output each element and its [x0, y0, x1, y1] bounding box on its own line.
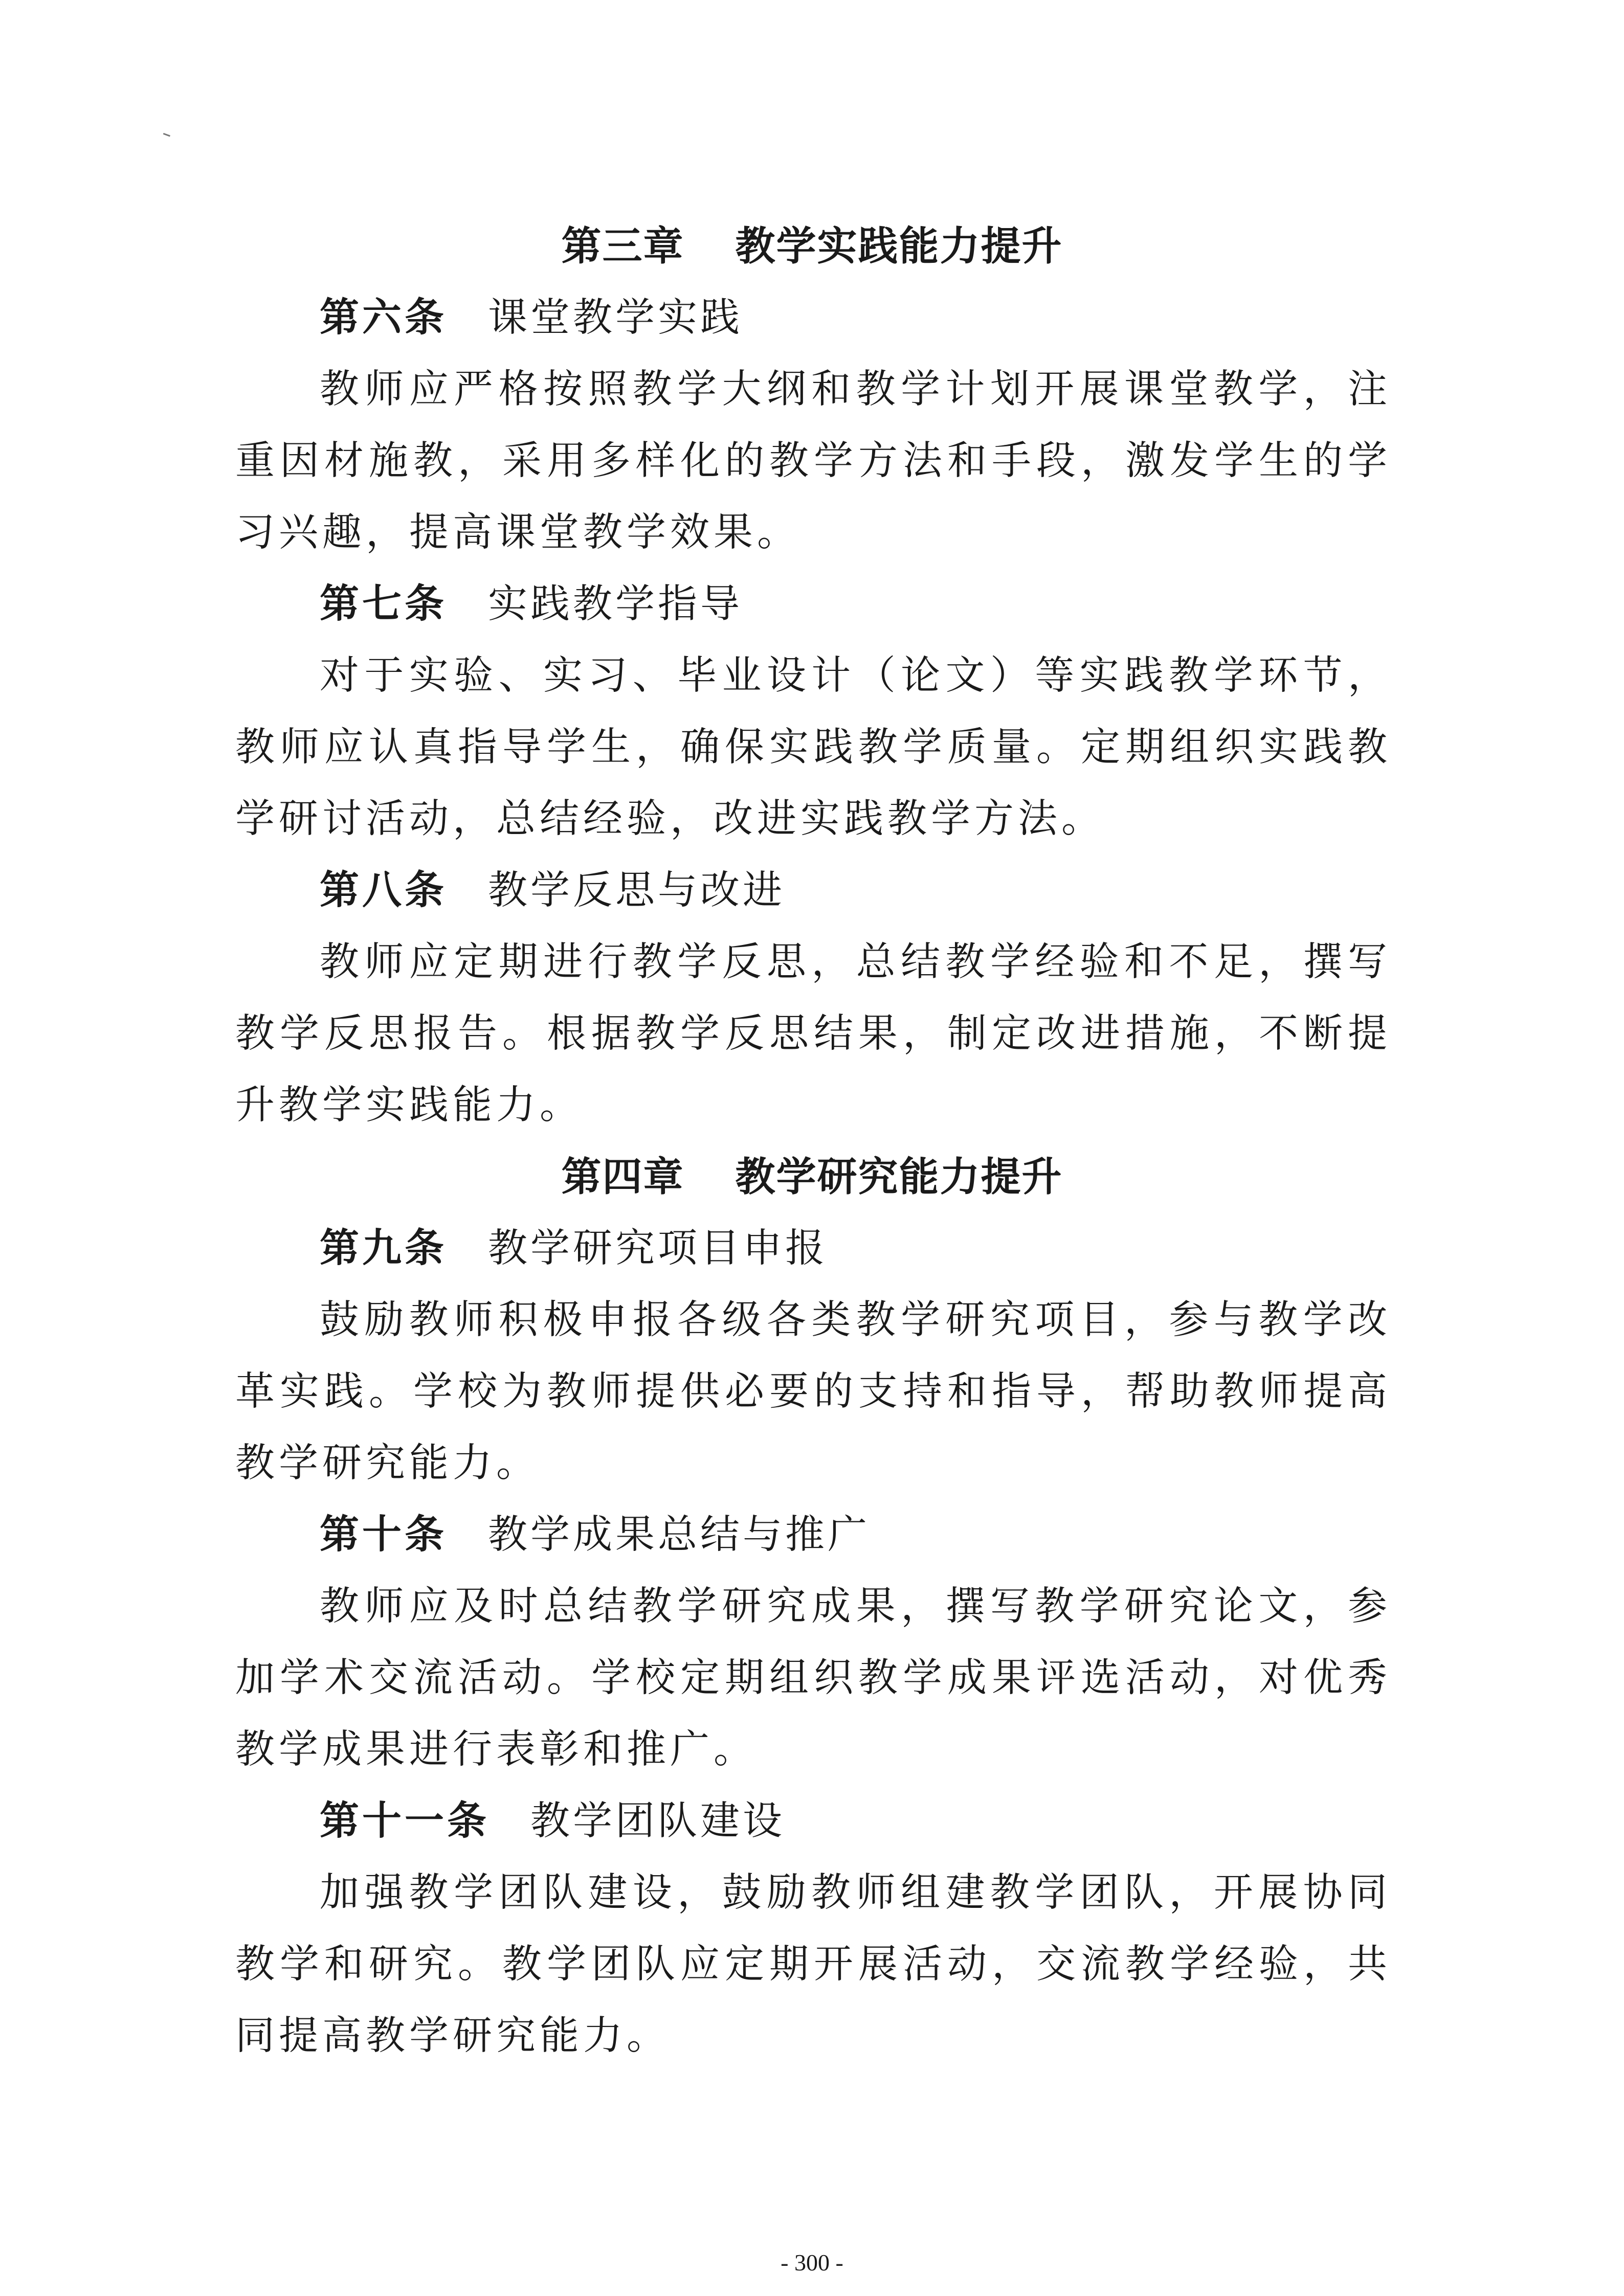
article-body: 教师应定期进行教学反思，总结教学经验和不足，撰写教学反思报告。根据教学反思结果，制定改进措施，不断提升教学实践能力。 — [235, 939, 1391, 1128]
article-heading — [320, 569, 743, 640]
chapter-name: 教学实践能力提升 — [735, 223, 1063, 269]
article-body: 对于实验、实习、毕业设计（论文）等实践教学环节，教师应认真指导学生，确保实践教学质量。定期组织实践教学研讨活动，总结经验，改进实践教学方法。 — [235, 653, 1391, 842]
article-body: 鼓励教师积极申报各级各类教学研究项目，参与教学改革实践。学校为教师提供必要的支持和指导，帮助教师提高教学研究能力。 — [235, 1297, 1391, 1486]
chapter-number: 第三章 — [561, 223, 684, 269]
article-heading — [320, 282, 743, 354]
article-body: 加强教学团队建设，鼓励教师组建教学团队，开展协同教学和研究。教学团队应定期开展活动，交流教学经验，共同提高教学研究能力。 — [235, 1870, 1391, 2059]
chapter-title — [0, 211, 1624, 282]
article-heading — [320, 1499, 870, 1571]
page-number: - 300 - — [781, 2249, 843, 2276]
article-number: 第十条 — [320, 1512, 447, 1558]
article-heading — [320, 855, 785, 927]
article-number: 第九条 — [320, 1226, 447, 1271]
scan-mark — [162, 133, 170, 139]
article-body: 教师应严格按照教学大纲和教学计划开展课堂教学，注重因材施教，采用多样化的教学方法和手段，激发学生的学习兴趣，提高课堂教学效果。 — [235, 367, 1391, 555]
article-title: 教学研究项目申报 — [488, 1226, 828, 1271]
article-heading — [320, 1213, 828, 1285]
article-title: 课堂教学实践 — [488, 295, 743, 341]
article-title: 教学成果总结与推广 — [488, 1512, 870, 1558]
article-number: 第七条 — [320, 581, 447, 627]
article-number: 第六条 — [320, 295, 447, 341]
article-heading — [320, 1786, 785, 1857]
article-title: 教学反思与改进 — [488, 868, 785, 913]
chapter-title — [0, 1141, 1624, 1213]
article-number: 第十一条 — [320, 1798, 490, 1844]
article-title: 教学团队建设 — [530, 1798, 785, 1844]
chapter-number: 第四章 — [561, 1154, 684, 1200]
article-number: 第八条 — [320, 868, 447, 913]
chapter-name: 教学研究能力提升 — [735, 1154, 1063, 1200]
article-body: 教师应及时总结教学研究成果，撰写教学研究论文，参加学术交流活动。学校定期组织教学成果评选活动，对优秀教学成果进行表彰和推广。 — [235, 1584, 1391, 1772]
article-title: 实践教学指导 — [488, 581, 743, 627]
